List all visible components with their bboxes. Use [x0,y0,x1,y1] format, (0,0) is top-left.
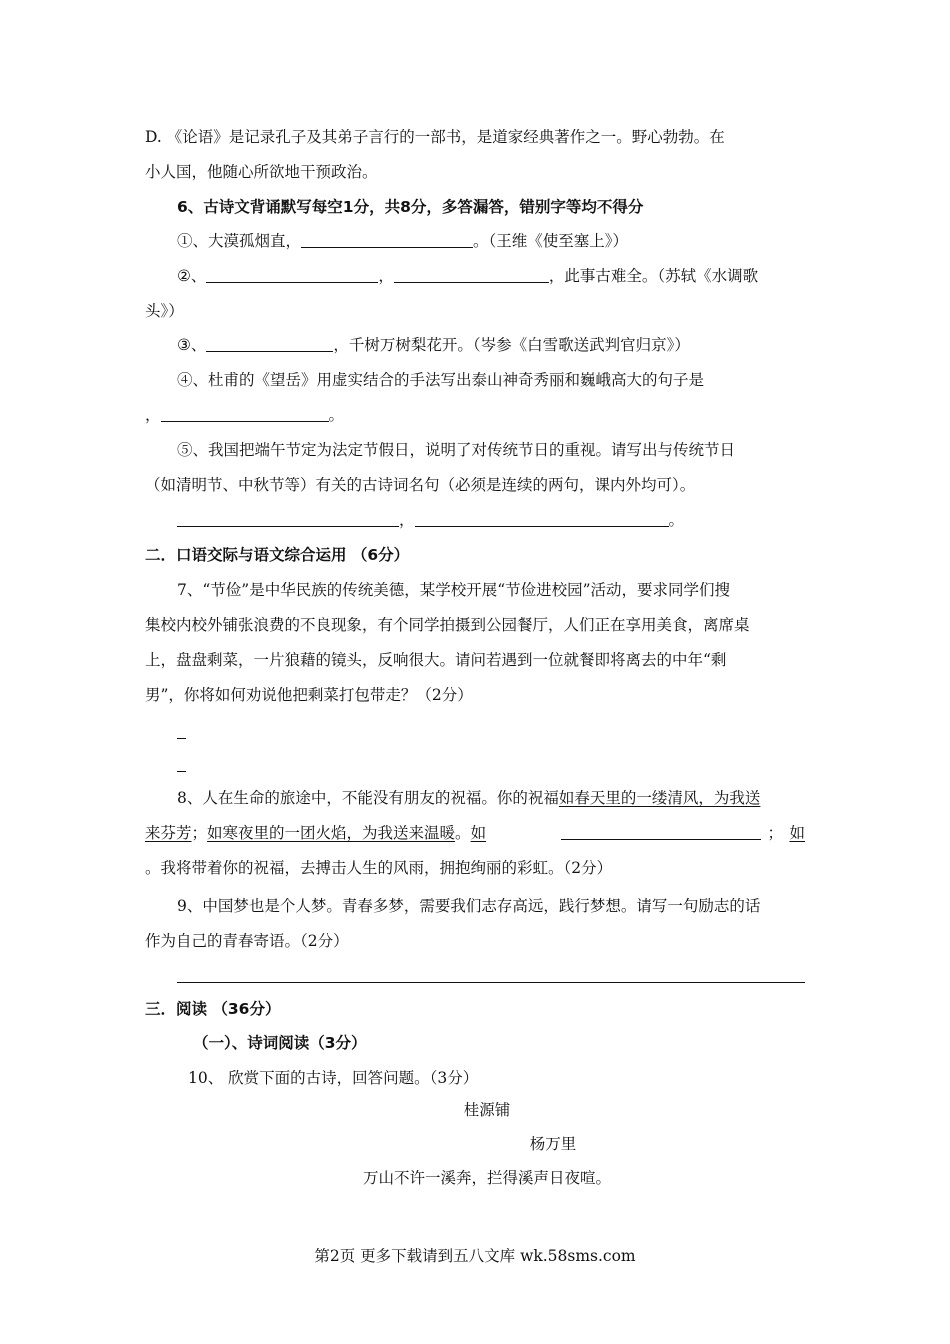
q6-item-5-period: 。 [668,511,685,529]
q10-prompt: 10、 欣赏下面的古诗，回答问题。（3分） [188,1069,479,1087]
q8-separator: ； [191,824,208,842]
q7-line2: 集校内校外铺张浪费的不良现象，有个同学拍摄到公园餐厅，人们正在享用美食，离席桌 [145,616,750,634]
q6-item-3 [177,335,690,355]
q5-option-d-line1: D. 《论语》是记录孔子及其弟子言行的一部书，是道家经典著作之一。野心勃勃。在 [145,128,725,146]
q5-option-d-line2: 小人国，他随心所欲地干预政治。 [145,163,378,181]
q6-item-1-suffix: 。（王维《使至塞上》） [473,232,629,250]
q9-line1: 9、中国梦也是个人梦。青春多梦，需要我们志存高远，践行梦想。请写一句励志的话 [177,897,761,915]
q7-answer-dash-1[interactable] [177,738,186,739]
q6-item-2-prefix: ②、 [177,267,207,285]
q6-item-3-suffix: ，千树万树梨花开。（岑参《白雪歌送武判官归京》） [333,336,690,354]
q6-item-5-blank-b[interactable] [415,512,669,527]
q6-item-3-blank[interactable] [206,337,333,352]
q8-period: 。 [455,824,471,842]
q6-item-5-line2: （如清明节、中秋节等）有关的古诗词名句（必须是连续的两句，课内外均可）。 [145,476,696,494]
q8-answer-ru-2: 如 [789,824,805,842]
q8-example-1b: 来芬芳 [145,824,192,842]
section-3-subtitle-1: （一）、诗词阅读（3分） [193,1034,367,1052]
q6-item-4-comma: ， [145,406,161,424]
q9-line2: 作为自己的青春寄语。（2分） [145,932,349,950]
q6-item-4-period: 。 [328,406,345,424]
q6-item-3-prefix: ③、 [177,336,207,354]
q6-item-2-blank-b[interactable] [394,268,549,283]
q6-item-2-suffix: ，此事古难全。（苏轼《水调歌 [548,267,759,285]
q8-answer-blank[interactable] [561,825,761,840]
q6-item-4-line2 [145,405,344,425]
q6-item-2-cont: 头》） [145,302,184,320]
q6-item-5-comma: ， [399,511,415,529]
q8-example-2: 如寒夜里的一团火焰，为我送来温暖 [207,824,456,842]
q6-item-1-prefix: ①、大漠孤烟直， [177,232,302,250]
q6-item-1 [177,231,628,251]
q6-item-4-blank[interactable] [161,407,329,422]
q6-item-5-line1: ⑤、我国把端午节定为法定节假日，说明了对传统节日的重视。请写出与传统节日 [177,441,736,459]
q8-line2 [145,823,805,843]
q8-line3: 。我将带着你的祝福，去搏击人生的风雨，拥抱绚丽的彩虹。（2分） [145,859,613,877]
poem-author: 杨万里 [529,1135,577,1153]
q6-title: 6、古诗文背诵默写每空1分，共8分，多答漏答，错别字等均不得分 [177,198,644,216]
q8-example-1a: 如春天里的一缕清风，为我送 [558,789,761,807]
q6-item-1-blank[interactable] [301,233,473,248]
q9-answer-line[interactable] [177,982,805,983]
poem-title: 桂源铺 [463,1101,511,1119]
q6-item-5-answer [177,510,684,530]
q7-answer-dash-2[interactable] [177,771,186,772]
section-3-title: 三．阅读 （36分） [145,1000,281,1018]
q8-line1 [177,788,760,808]
page-footer: 第2页 更多下载请到五八文库 wk.58sms.com [314,1247,636,1265]
q6-item-2-blank-a[interactable] [206,268,378,283]
q7-line3: 上，盘盘剩菜，一片狼藉的镜头，反响很大。请问若遇到一位就餐即将离去的中年“剩 [145,651,727,669]
q6-item-4-line1: ④、杜甫的《望岳》用虚实结合的手法写出泰山神奇秀丽和巍峨高大的句子是 [177,371,705,389]
q7-line4: 男”，你将如何劝说他把剩菜打包带走？（2分） [145,686,473,704]
section-2-title: 二．口语交际与语文综合运用 （6分） [145,546,410,564]
q6-item-5-blank-a[interactable] [177,512,399,527]
q8-answer-ru-1: 如 [470,824,487,842]
q6-item-2-comma: ， [378,267,394,285]
q8-semicolon: ； [767,824,783,842]
q6-item-2 [177,266,758,286]
poem-line-1: 万山不许一溪奔，拦得溪声日夜喧。 [362,1169,611,1187]
q7-line1: 7、“节俭”是中华民族的传统美德，某学校开展“节俭进校园”活动，要求同学们搜 [177,581,731,599]
q8-lead: 8、人在生命的旅途中，不能没有朋友的祝福。你的祝福 [177,789,559,807]
